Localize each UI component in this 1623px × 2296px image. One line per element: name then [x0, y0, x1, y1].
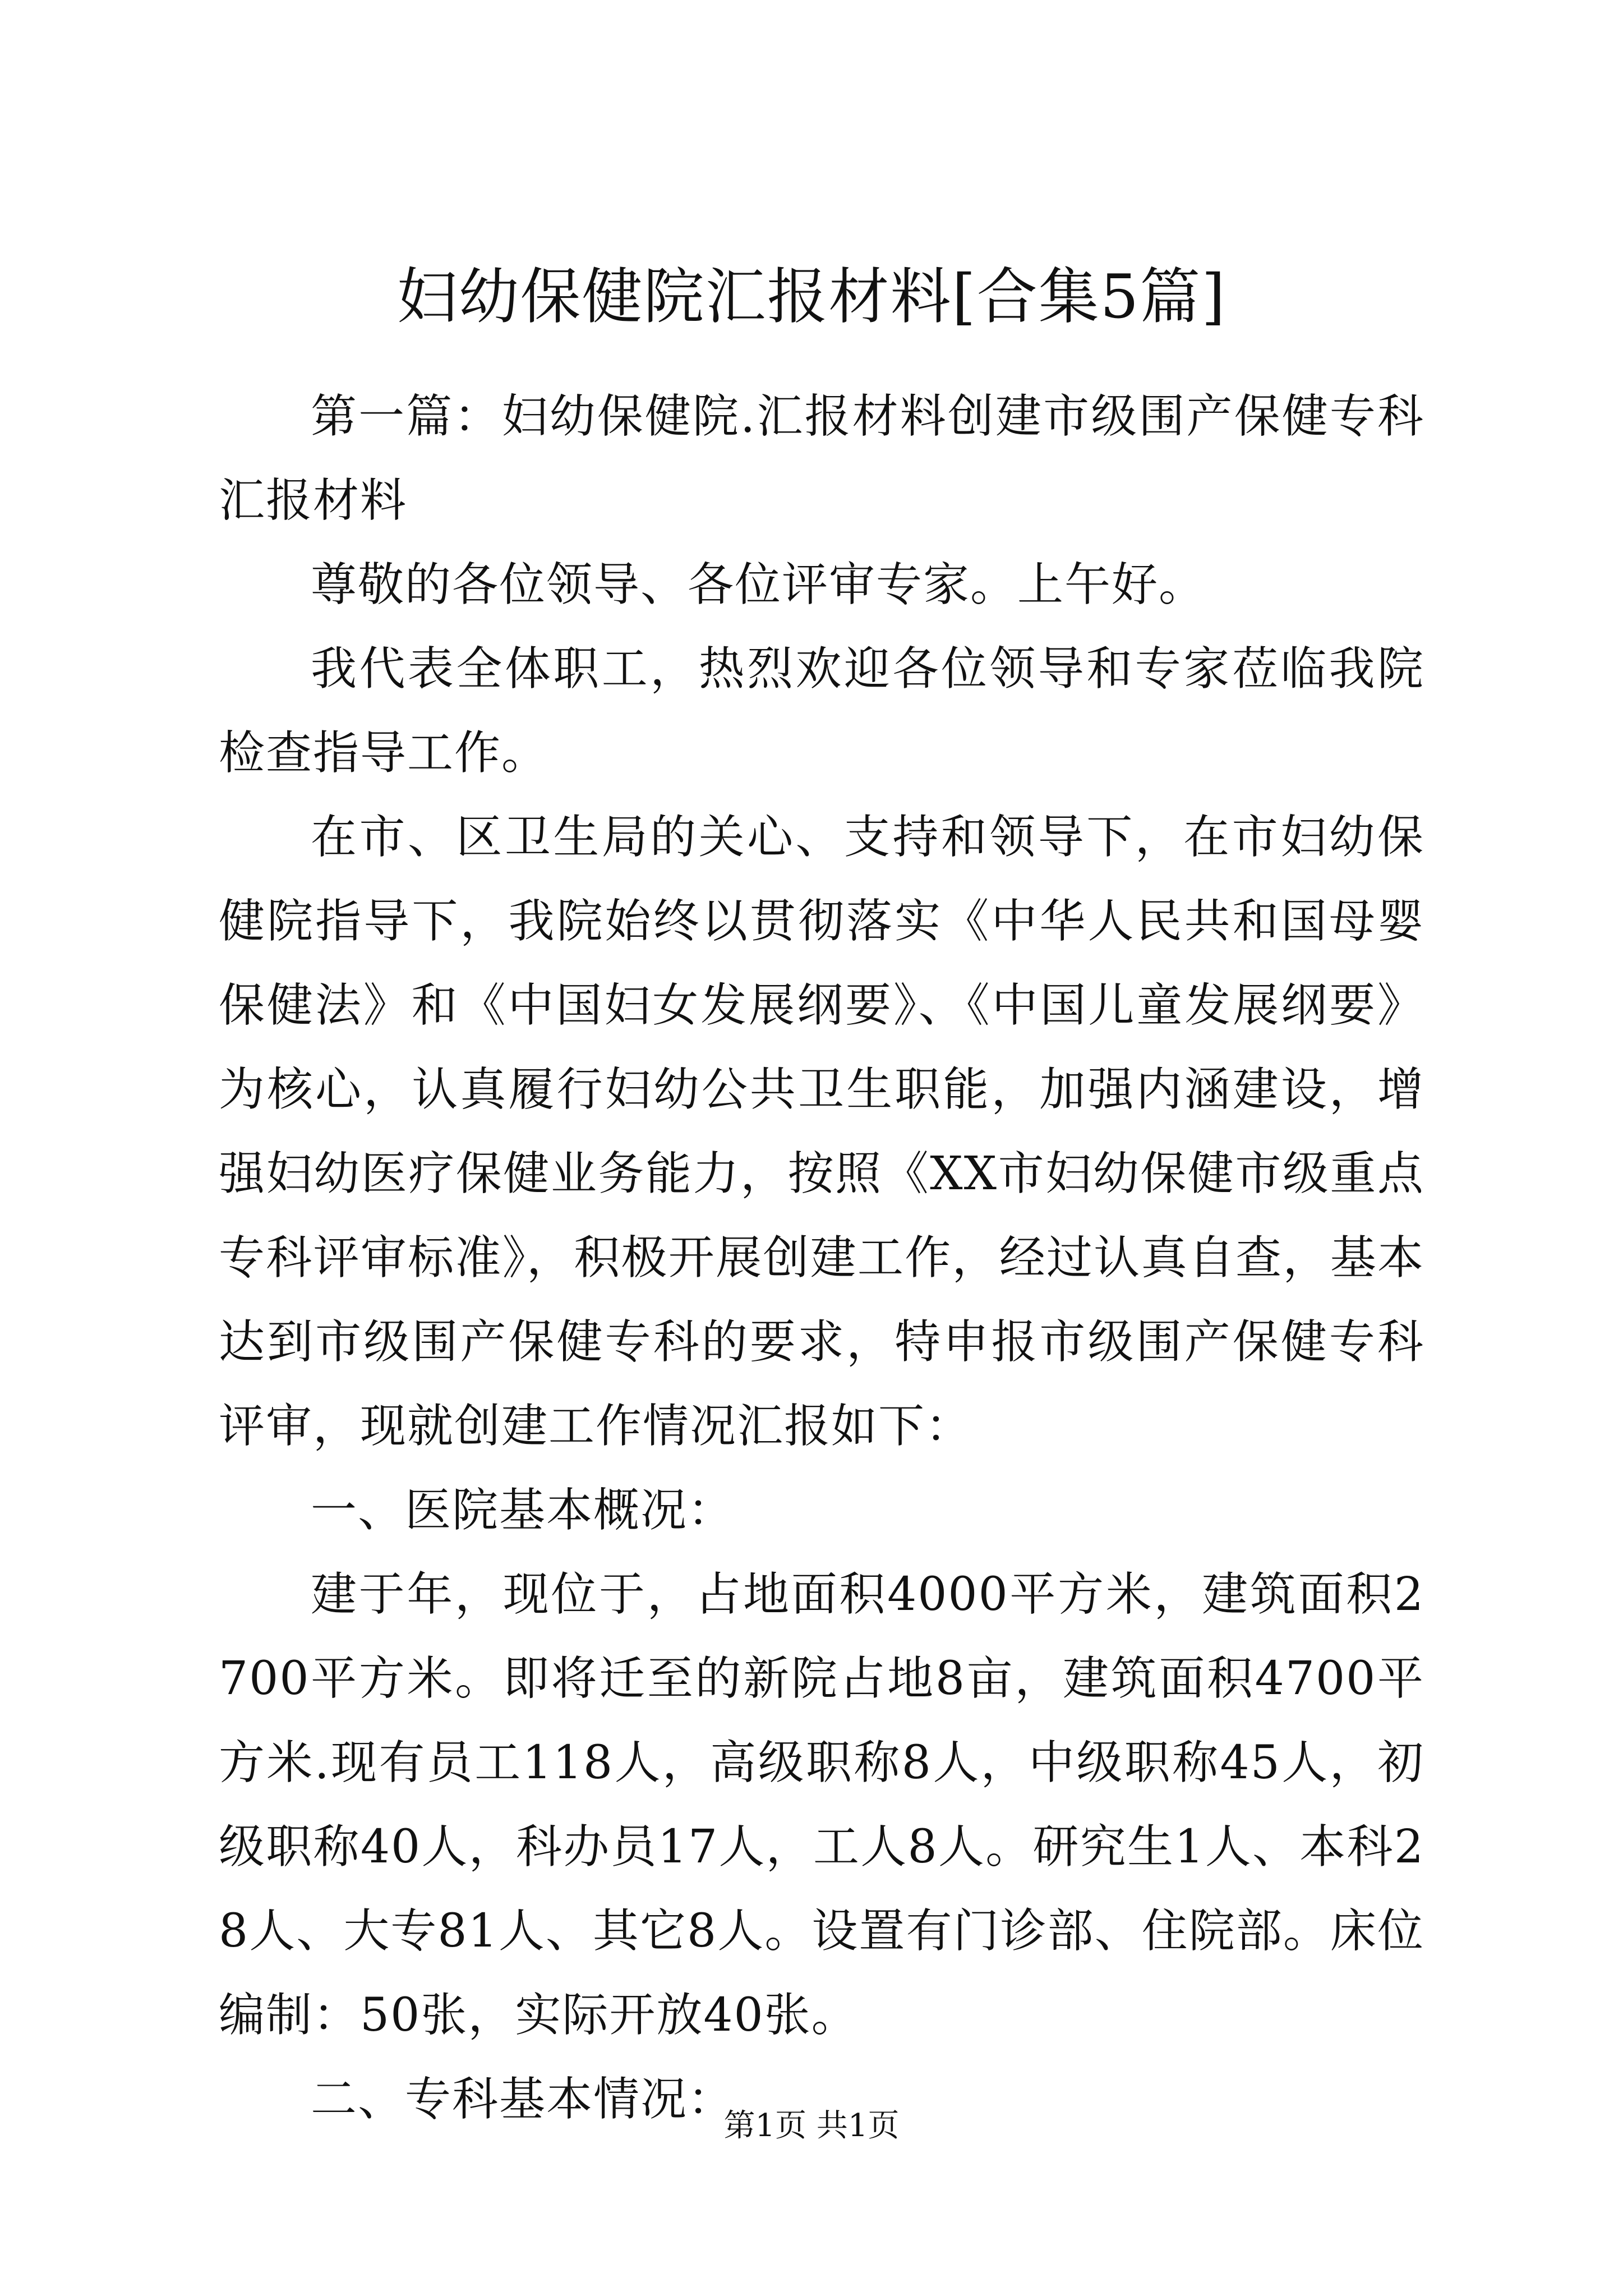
paragraph-welcome: 我代表全体职工，热烈欢迎各位领导和专家莅临我院检查指导工作。 — [219, 642, 1424, 780]
paragraph-greeting: 尊敬的各位领导、各位评审专家。上午好。 — [311, 558, 1206, 611]
paragraph-section-heading: 第一篇：妇幼保健院.汇报材料创建市级围产保健专科汇报材料 — [219, 390, 1424, 527]
document-body — [219, 375, 1424, 2142]
heading-specialty-overview: 二、专科基本情况： — [311, 2073, 735, 2126]
heading-hospital-overview: 一、医院基本概况： — [311, 1484, 735, 1537]
document-title: 妇幼保健院汇报材料[合集5篇] — [396, 262, 1227, 332]
paragraph-hospital-overview: 建于年，现位于，占地面积4000平方米，建筑面积2700平方米。即将迁至的新院占地8亩，建筑面积4700平方米.现有员工118人，高级职称8人，中级职称45人，初级职称40人，科办员17人，工人8人。研究生1人、本科28人、大专81人、其它8人。设置有门诊部、住院部。床位编制：50张，实际开放40张。 — [219, 1568, 1424, 2042]
page-footer: 第1页 共1页 — [723, 2108, 900, 2144]
paragraph-introduction: 在市、区卫生局的关心、支持和领导下，在市妇幼保健院指导下，我院始终以贯彻落实《中华人民共和国母婴保健法》和《中国妇女发展纲要》、《中国儿童发展纲要》为核心，认真履行妇幼公共卫生职能，加强内涵建设，增强妇幼医疗保健业务能力，按照《XX市妇幼保健市级重点专科评审标准》，积极开展创建工作，经过认真自查，基本达到市级围产保健专科的要求，特申报市级围产保健专科评审，现就创建工作情况汇报如下： — [219, 811, 1424, 1453]
